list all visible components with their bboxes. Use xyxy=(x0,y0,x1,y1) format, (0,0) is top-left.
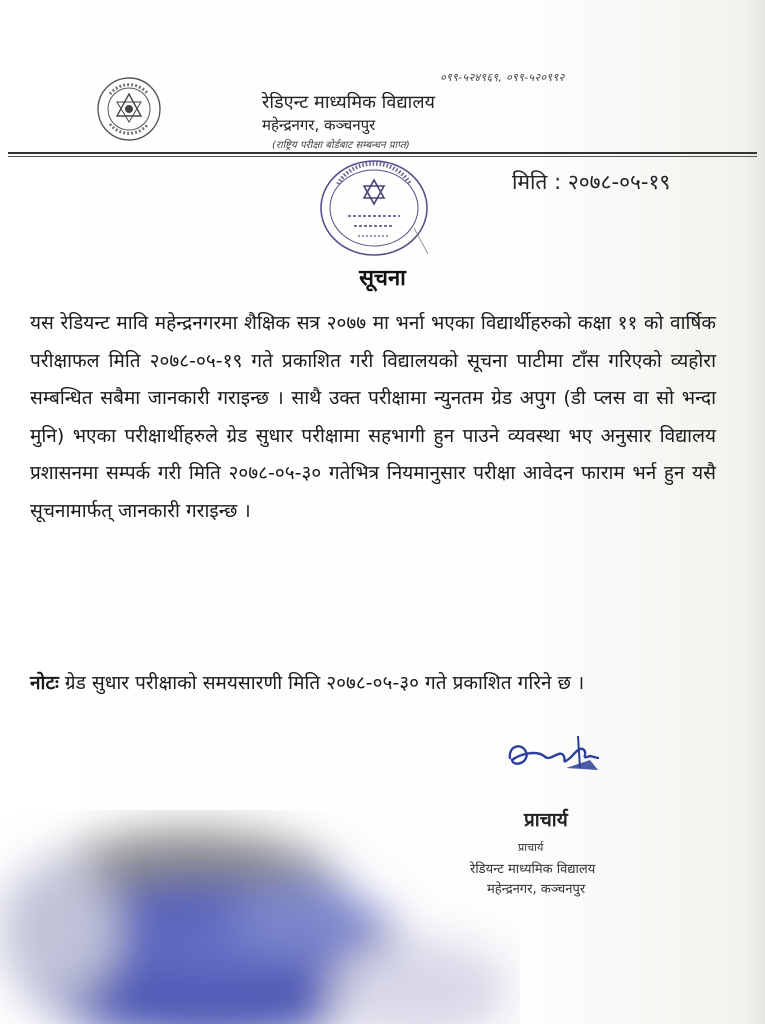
header-divider xyxy=(8,152,757,154)
stamp-school-name: रेडियन्ट माध्यमिक विद्यालय xyxy=(470,862,596,877)
phone-numbers: ०९९-५२४९६९, ०९९-५२०९९२ xyxy=(440,71,565,84)
notice-note xyxy=(30,665,716,702)
stamp-address: महेन्द्रनगर, कञ्चनपुर xyxy=(487,882,586,897)
principal-label: प्राचार्य xyxy=(524,809,568,831)
affiliation-note: (राष्ट्रिय परीक्षा बोर्डबाट सम्बन्धन प्राप्त) xyxy=(272,140,410,151)
school-name: रेडिएन्ट माध्यमिक विद्यालय xyxy=(262,92,435,113)
principal-signature-icon xyxy=(500,728,605,778)
note-label: नोटः xyxy=(30,672,59,694)
school-logo-icon xyxy=(96,76,162,142)
stamp-title: प्राचार्य xyxy=(518,841,544,854)
notice-title: सूचना xyxy=(359,266,406,291)
school-seal-icon xyxy=(318,158,430,258)
header-divider-secondary xyxy=(8,156,757,157)
notice-date: मिति : २०७८-०५-१९ xyxy=(512,170,671,194)
note-text: ग्रेड सुधार परीक्षाको समयसारणी मिति २०७८-०५-३० गते प्रकाशित गरिने छ । xyxy=(58,672,585,694)
page-edge-shadow xyxy=(743,0,765,1024)
blurred-photo-region xyxy=(0,810,520,1024)
notice-body: यस रेडियन्ट मावि महेन्द्रनगरमा शैक्षिक सत्र २०७७ मा भर्ना भएका विद्यार्थीहरुको कक्षा ११ को वार्षिक परीक्षाफल मिति २०७८-०५-१९ गते प्रकाशित गरी विद्यालयको सूचना पाटीमा टाँस गरिएको व्यहोरा सम्बन्धित सबैमा जानकारी गराइन्छ । साथै उक्त परीक्षामा न्युनतम ग्रेड अपुग (डी प्लस वा सो भन्दा मुनि) भएका परीक्षार्थीहरुले ग्रेड सुधार परीक्षामा सहभागी हुन पाउने व्यवस्था भए अनुसार विद्यालय प्रशासनमा सम्पर्क गरी मिति २०७८-०५-३० गतेभित्र नियमानुसार परीक्षा आवेदन फाराम भर्न हुन यसै सूचनामार्फत् जानकारी गराइन्छ । xyxy=(30,312,716,522)
school-address: महेन्द्रनगर, कञ्चनपुर xyxy=(262,116,376,134)
